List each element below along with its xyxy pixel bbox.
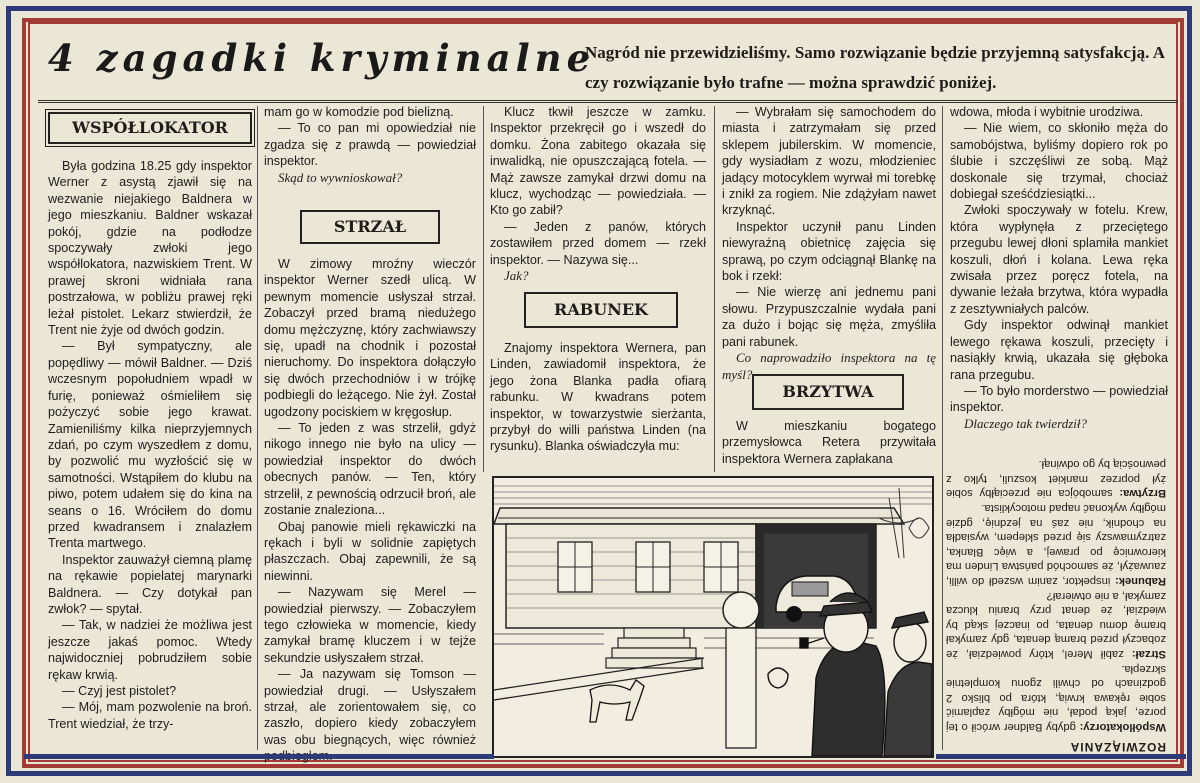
villa-drawing — [494, 478, 932, 756]
story-strzal-col3: Klucz tkwił jeszcze w zamku. Inspektor przekręcił go i wszedł do domku. Żona zabitego okazała się inwalidką, nie opuszczającą fotela. — Mąż zawsze zamykał drzwi domu na klucz, wychodząc — powiedziała. — Kto go zabił? — Jeden z panów, których zostawiłem przed domem — rzekł inspektor. — Nazywa się... Jak? — [490, 105, 706, 284]
solutions-heading: ROZWIĄZANIA — [1069, 740, 1166, 754]
roof — [494, 508, 904, 524]
solutions-upside-down — [946, 432, 1166, 756]
story-strzal-col2: W zimowy mroźny wieczór inspektor Werner szedł ulicą. W pewnym momencie usłyszał strzał. Zobaczył przed bramą niedużego domu mężczyznę, który zachwiawszy się, upadł na chodnik i pozostał nieruchomy. Do inspektora dołączyło się dwóch przechodniów i w trójkę podbiegli do leżącego. Nie żył. Został ugodzony pociskiem w kręgosłup. — To jeden z was strzelił, gdyż nikogo innego nie było na ulicy — powiedział inspektor do dwóch obecnych panów. — Ten, który strzelił, z pewnością odrzucił broń, ale zostanie znaleziona... Obaj panowie mieli rękawiczki na rękach i byli w solidnie zapiętych płaszczach. Obaj zapewnili, że są niewinni. — Nazywam się Merel — powiedział pierwszy. — Zobaczyłem tego człowieka w momencie, kiedy zamykał bramę kluczem i w tejże sekundzie usłyszałem strzał. — Ja nazywam się Tomson — powiedział drugi. — Usłyszałem strzał, ale zorientowałem się, co zaszło, dopiero kiedy zobaczyłem was obu biegnących, więc również — [264, 257, 476, 747]
column-divider — [257, 106, 258, 750]
column-divider — [483, 106, 484, 472]
lamp-globe — [723, 592, 759, 628]
column-divider — [942, 106, 943, 750]
solution-item: Strzał: zabił Merel, który powiedział, że zobaczył przed bramą denata, gdy zamykał bramę domu denata, po inaczej skąd by wiedział, że denat przy braniu klucza zamykał, a nie otwierał? — [946, 589, 1166, 661]
solution-item: Współlokatorzy: gdyby Baldner wrócił o tej porze, jaką podał, nie mógłby zaplamić sobie rękawa krwią, która po blisko 2 godzinach od chwili zgonu kompletnie skrzepła. — [945, 662, 1166, 733]
rabunek-illustration — [492, 476, 934, 758]
sky-hatching — [494, 486, 932, 504]
heading-strzal: STRZAŁ — [300, 210, 440, 244]
story-brzytwa-col4: W mieszkaniu bogatego przemysłowca Retera przywitała inspektora Wernera zapłakana — [722, 419, 936, 466]
solution-item: Brzytwa: samobójca nie przeciąłby sobie żył poprzez mankiet koszuli, tylko z pewnością by go odwinął. — [945, 458, 1166, 500]
story-wspollokator-col2: mam go w komodzie pod bielizną. — To co pan mi opowiedział nie zgadza się z prawdą — powiedział inspektor. Skąd to wywnioskował? — [264, 105, 476, 185]
solution-item: Rabunek: inspektor, zanim wszedł do willi, zauważył, że samochód państwa Linden ma kierownicę po prawej, a więc Blanka, zatrzymawszy się przed sklepem, wysiadła na chodnik, nie zaś na jezdnię, gdzie mógłby wykonać napad motocyklista. — [946, 502, 1166, 588]
heading-rabunek: RABUNEK — [524, 292, 678, 328]
page-title: 4 zagadki kryminalne — [48, 36, 596, 80]
steps — [606, 628, 702, 668]
heading-brzytwa: BRZYTWA — [752, 374, 904, 410]
bottom-blue-stripe — [24, 754, 494, 759]
title-rule — [38, 100, 1178, 103]
column-divider — [714, 106, 715, 472]
heading-wspollokator: WSPÓŁLOKATOR — [48, 112, 252, 144]
story-rabunek-col4: — Wybrałam się samochodem do miasta i zatrzymałam się przed sklepem jubilerskim. W momencie, gdy wysiadłam z wozu, młodzieniec jadący motocyklem wyrwał mi torebkę i znikł za rogiem. Nie zdążyłam nawet krzyknąć. Inspektor uczynił panu Linden niewyraźną obietnicę zajęcia się sprawą, po czym odciągnął Blankę na bok i rzekł: — Nie wierzę ani jednemu pani słowu. Przypuszczalnie wydała pani za dużo i bojąc się męża, zmyśliła pani rabunek. Co naprowadziło inspektora na tę myśl? — [722, 105, 936, 382]
story-brzytwa-col5: wdowa, młoda i wybitnie urodziwa. — Nie wiem, co skłoniło męża do samobójstwa, byliśmy dopiero rok po ślubie i szczęśliwi ze sobą. Mąż doskonale się trzymał, chociaż dobiegał sześćdziesiątki... Zwłoki spoczywały w fotelu. Krew, która wypłynęła z przeciętego przegubu lewej dłoni splamiła mankiet koszuli, dłoń i kolana. Lewa ręka zwisała przez poręcz fotela, na dywanie leżała brzytwa, która wypadła z zesztywniałych palców. Gdy inspektor odwinął mankiet lewego rękawa koszuli, przecięty i nasiąkły krwią, ukazała się głęboka rana przegubu. — To było morderstwo — powiedział inspektor. Dlaczego tak twierdził? — [950, 105, 1168, 431]
dog — [590, 680, 644, 722]
bottom-blue-stripe — [936, 754, 1186, 759]
story-wspollokator-col1: Była godzina 18.25 gdy inspektor Werner z asystą zjawił się na wezwanie niejakiego Baldnera w jego mieszkaniu. Baldner wskazał pokój, gdzie na podłodze spoczywały zwłoki jego współlokatora, nazwiskiem Trent. W prawej skroni widniała rana postrzałowa, w pobliżu prawej ręki leżał pistolet. Lekarz stwierdził, że Trent nie żyje od dwóch godzin. — Był sympatyczny, ale popędliwy — mówił Baldner. — Dziś wczesnym popołudniem wpadł w furię, ponieważ ośmieliłem się pożyczyć sobie jego krawat. Zamieniliśmy kilka nieprzyjemnych zdań, po czym wyszedłem z domu, by pozwolić mu wyzłościć się w samotności. Wstąpiłem do klubu na piwo, potem udałem się do kina na seans o 16. Wróciłem do domu przed kwadransem i znalazłem Trenta martwego. Inspektor zauważył ciemną plamę na rękawie popielatej marynarki Baldnera. — Czy dotykał pan zwłok? — spytał. — Tak, w nadziei że możliwa jest jeszcze jakaś pomoc. Wtedy najwidoczniej pobrudziłem sobie rękaw krwią. — Czyj jest pistolet? — Mój, mam pozwolenie na broń. Trent wiedział, że trzy- — [48, 159, 252, 731]
solutions-text — [946, 457, 1166, 734]
story-rabunek-col3: Znajomy inspektora Wernera, pan Linden, zawiadomił inspektora, że jego żona Blanka padła ofiarą rabunku. W kwadrans potem inspektor, w towarzystwie sierżanta, przybył do willi państwa Linden (na rysunku). Blanka oświadczyła mu: — [490, 341, 706, 454]
intro-text: Nagród nie przewidzieliśmy. Samo rozwiązanie będzie przyjemną satysfakcją. A czy rozwiązanie było trafne — można sprawdzić poniżej. — [585, 43, 1165, 92]
